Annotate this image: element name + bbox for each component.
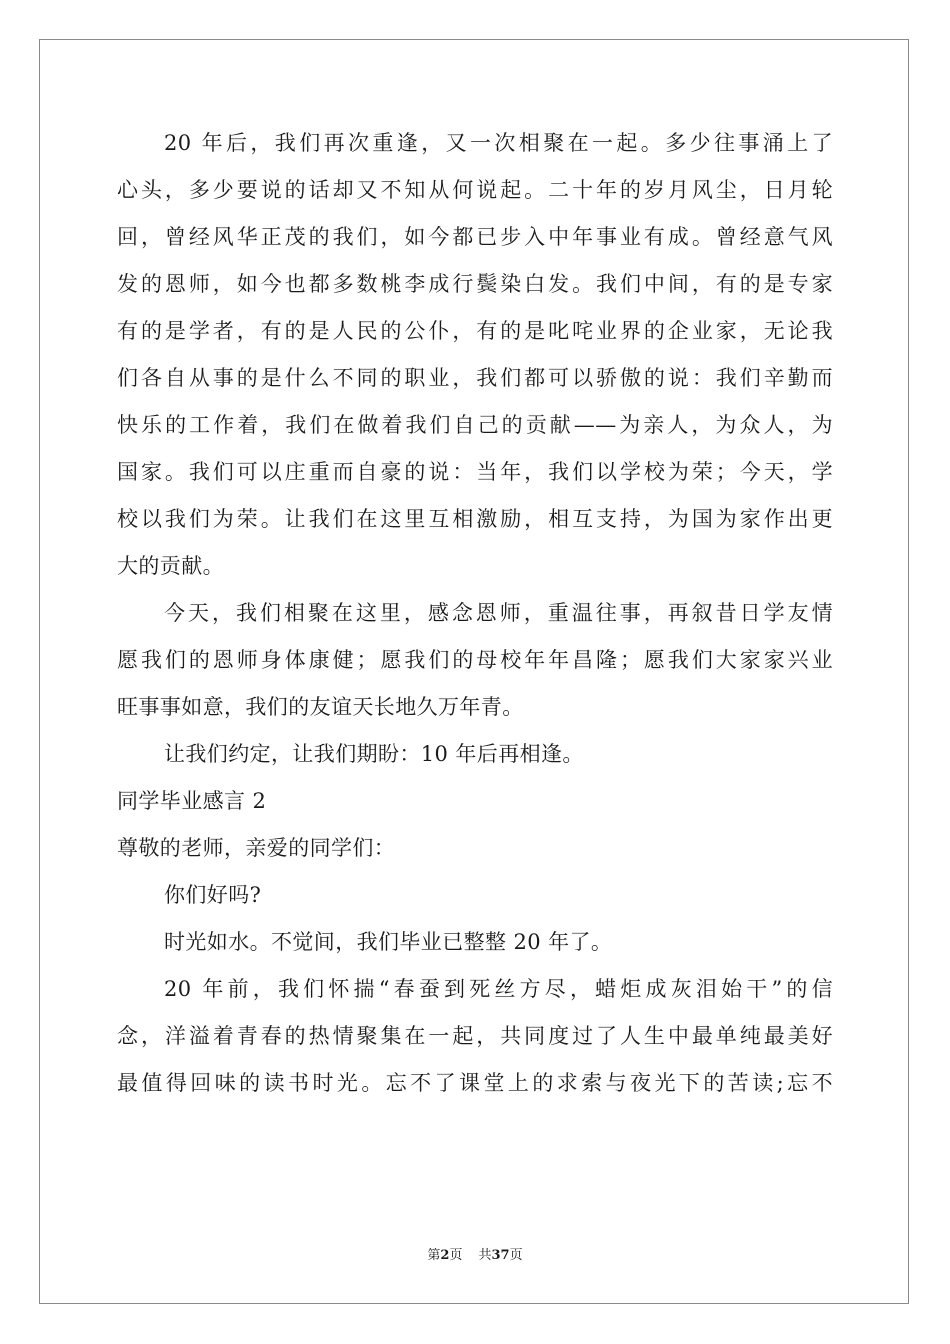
paragraph-line: 大的贡献。: [117, 554, 224, 578]
paragraph-line: 们各自从事的是什么不同的职业，我们都可以骄傲的说：我们辛勤而: [117, 366, 833, 390]
page-footer: [0, 1247, 950, 1265]
paragraph-line: 发的恩师，如今也都多数桃李成行鬓染白发。我们中间，有的是专家: [117, 272, 833, 296]
paragraph-line: 你们好吗?: [164, 883, 262, 907]
section-heading: 同学毕业感言 2: [117, 789, 267, 813]
paragraph-line: 国家。我们可以庄重而自豪的说：当年，我们以学校为荣；今天，学: [117, 460, 833, 484]
paragraph-line: 最值得回味的读书时光。忘不了课堂上的求索与夜光下的苦读;忘不: [117, 1071, 833, 1095]
paragraph-line: 愿我们的恩师身体康健；愿我们的母校年年昌隆；愿我们大家家兴业: [117, 648, 833, 672]
paragraph-line: 校以我们为荣。让我们在这里互相激励，相互支持，为国为家作出更: [117, 507, 833, 531]
salutation: 尊敬的老师，亲爱的同学们：: [117, 836, 396, 860]
paragraph-line: 让我们约定，让我们期盼：10 年后再相逢。: [164, 742, 584, 766]
paragraph-line: 有的是学者，有的是人民的公仆，有的是叱咤业界的企业家，无论我: [117, 319, 833, 343]
paragraph-line: 时光如水。不觉间，我们毕业已整整 20 年了。: [164, 930, 613, 954]
paragraph-line: 20 年后，我们再次重逢，又一次相聚在一起。多少往事涌上了: [164, 131, 833, 155]
paragraph-line: 心头，多少要说的话却又不知从何说起。二十年的岁月风尘，日月轮: [117, 178, 833, 202]
paragraph-line: 20 年前，我们怀揣“春蚕到死丝方尽，蜡炬成灰泪始干”的信: [164, 977, 833, 1001]
footer-page-number: 2: [440, 1248, 450, 1263]
paragraph-line: 快乐的工作着，我们在做着我们自己的贡献——为亲人，为众人，为: [117, 413, 833, 437]
footer-total-suffix: 页: [509, 1248, 523, 1263]
paragraph-line: 旺事事如意，我们的友谊天长地久万年青。: [117, 695, 524, 719]
footer-page-suffix: 页: [449, 1248, 463, 1263]
paragraph-line: 回，曾经风华正茂的我们，如今都已步入中年事业有成。曾经意气风: [117, 225, 833, 249]
footer-prefix: 第: [427, 1248, 441, 1263]
footer-total-prefix: 共: [478, 1248, 492, 1263]
footer-total-pages: 37: [491, 1248, 510, 1263]
paragraph-line: 念，洋溢着青春的热情聚集在一起，共同度过了人生中最单纯最美好: [117, 1024, 833, 1048]
paragraph-line: 今天，我们相聚在这里，感念恩师，重温往事，再叙昔日学友情: [164, 601, 833, 625]
